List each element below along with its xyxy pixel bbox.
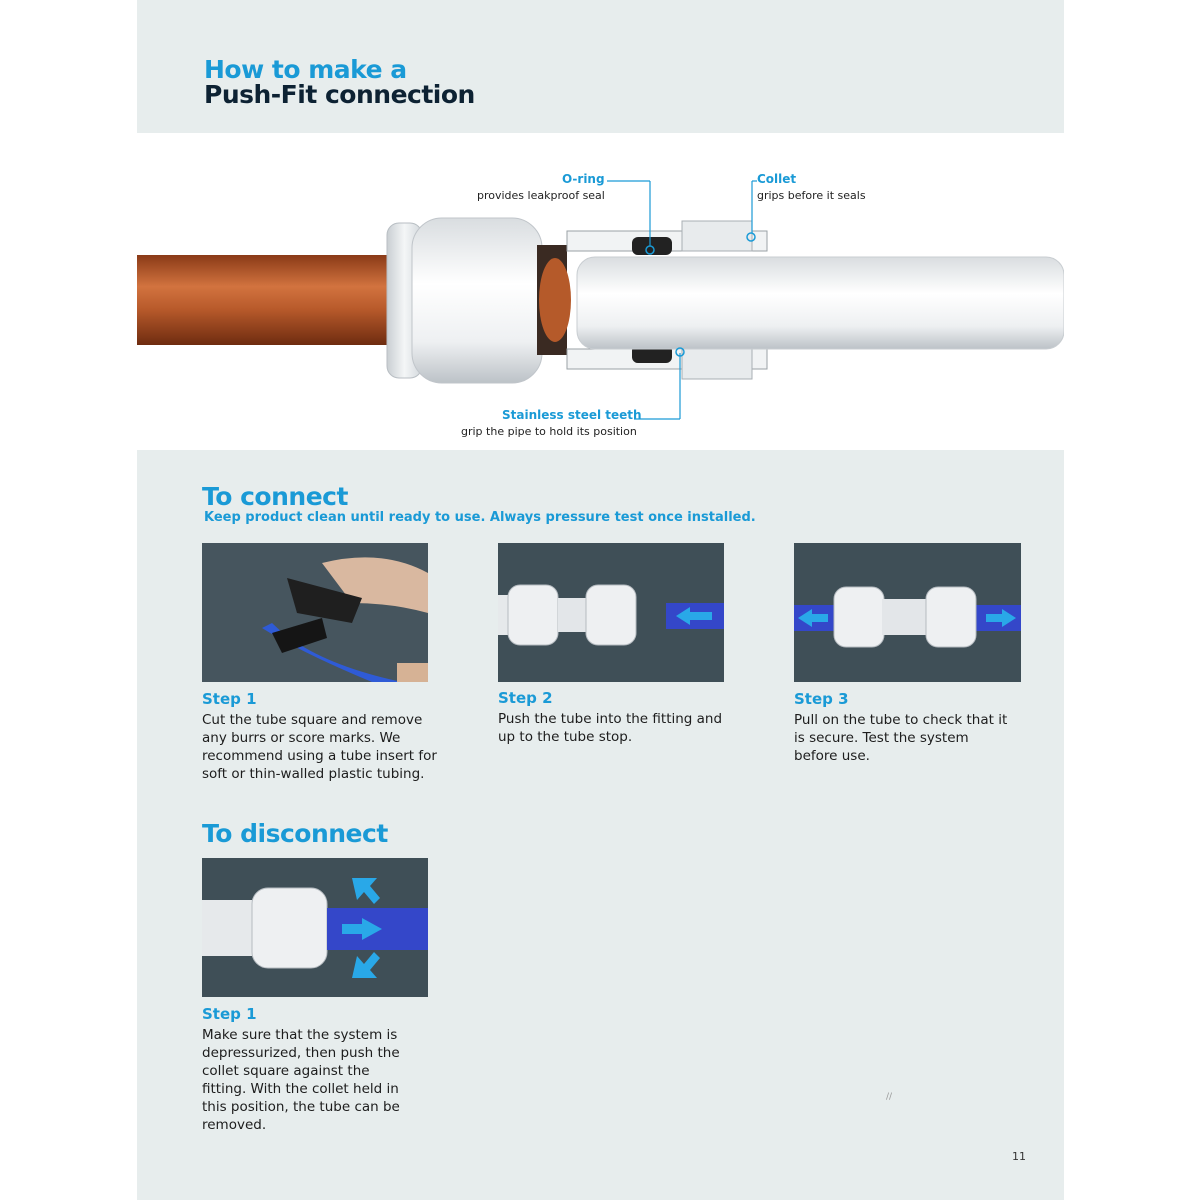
decorative-mark: // xyxy=(886,1092,893,1102)
disconnect-heading: To disconnect xyxy=(202,819,388,848)
connect-step3-text: Pull on the tube to check that it is secure. Test the system before use. xyxy=(794,712,1008,764)
page-number: 11 xyxy=(1012,1150,1026,1163)
connect-heading: To connect xyxy=(202,482,348,511)
collet-callout-desc: grips before it seals xyxy=(757,189,866,202)
push-tube-illustration xyxy=(498,543,724,682)
page-title-line2: Push-Fit connection xyxy=(204,80,475,109)
connect-step2-label: Step 2 xyxy=(498,689,553,707)
step1-connect-photo xyxy=(202,543,428,682)
step2-connect-photo xyxy=(498,543,724,682)
connect-step1-label: Step 1 xyxy=(202,690,257,708)
connect-step2-text: Push the tube into the fitting and up to the tube stop. xyxy=(498,711,723,745)
connect-step1-text: Cut the tube square and remove any burrs or score marks. We recommend using a tube insert for soft or thin-walled plastic tubing. xyxy=(202,712,437,782)
connect-step3-label: Step 3 xyxy=(794,690,849,708)
step3-connect-photo xyxy=(794,543,1021,682)
tube-cutter-illustration xyxy=(202,543,428,682)
disconnect-step1-text: Make sure that the system is depressurized, then push the collet square against the fitting. With the collet held in this position, the tube can be removed. xyxy=(202,1027,400,1133)
pull-tube-illustration xyxy=(794,543,1021,682)
teeth-callout-desc: grip the pipe to hold its position xyxy=(461,425,637,438)
release-collet-illustration xyxy=(202,858,428,997)
connect-subline: Keep product clean until ready to use. Always pressure test once installed. xyxy=(204,510,756,525)
page-title-line1: How to make a xyxy=(204,55,407,84)
step1-disconnect-photo xyxy=(202,858,428,997)
oring-callout-title: O-ring xyxy=(562,172,605,186)
collet-callout-title: Collet xyxy=(757,172,797,186)
teeth-callout-title: Stainless steel teeth xyxy=(502,408,642,422)
disconnect-step1-label: Step 1 xyxy=(202,1005,257,1023)
oring-callout-desc: provides leakproof seal xyxy=(477,189,605,202)
